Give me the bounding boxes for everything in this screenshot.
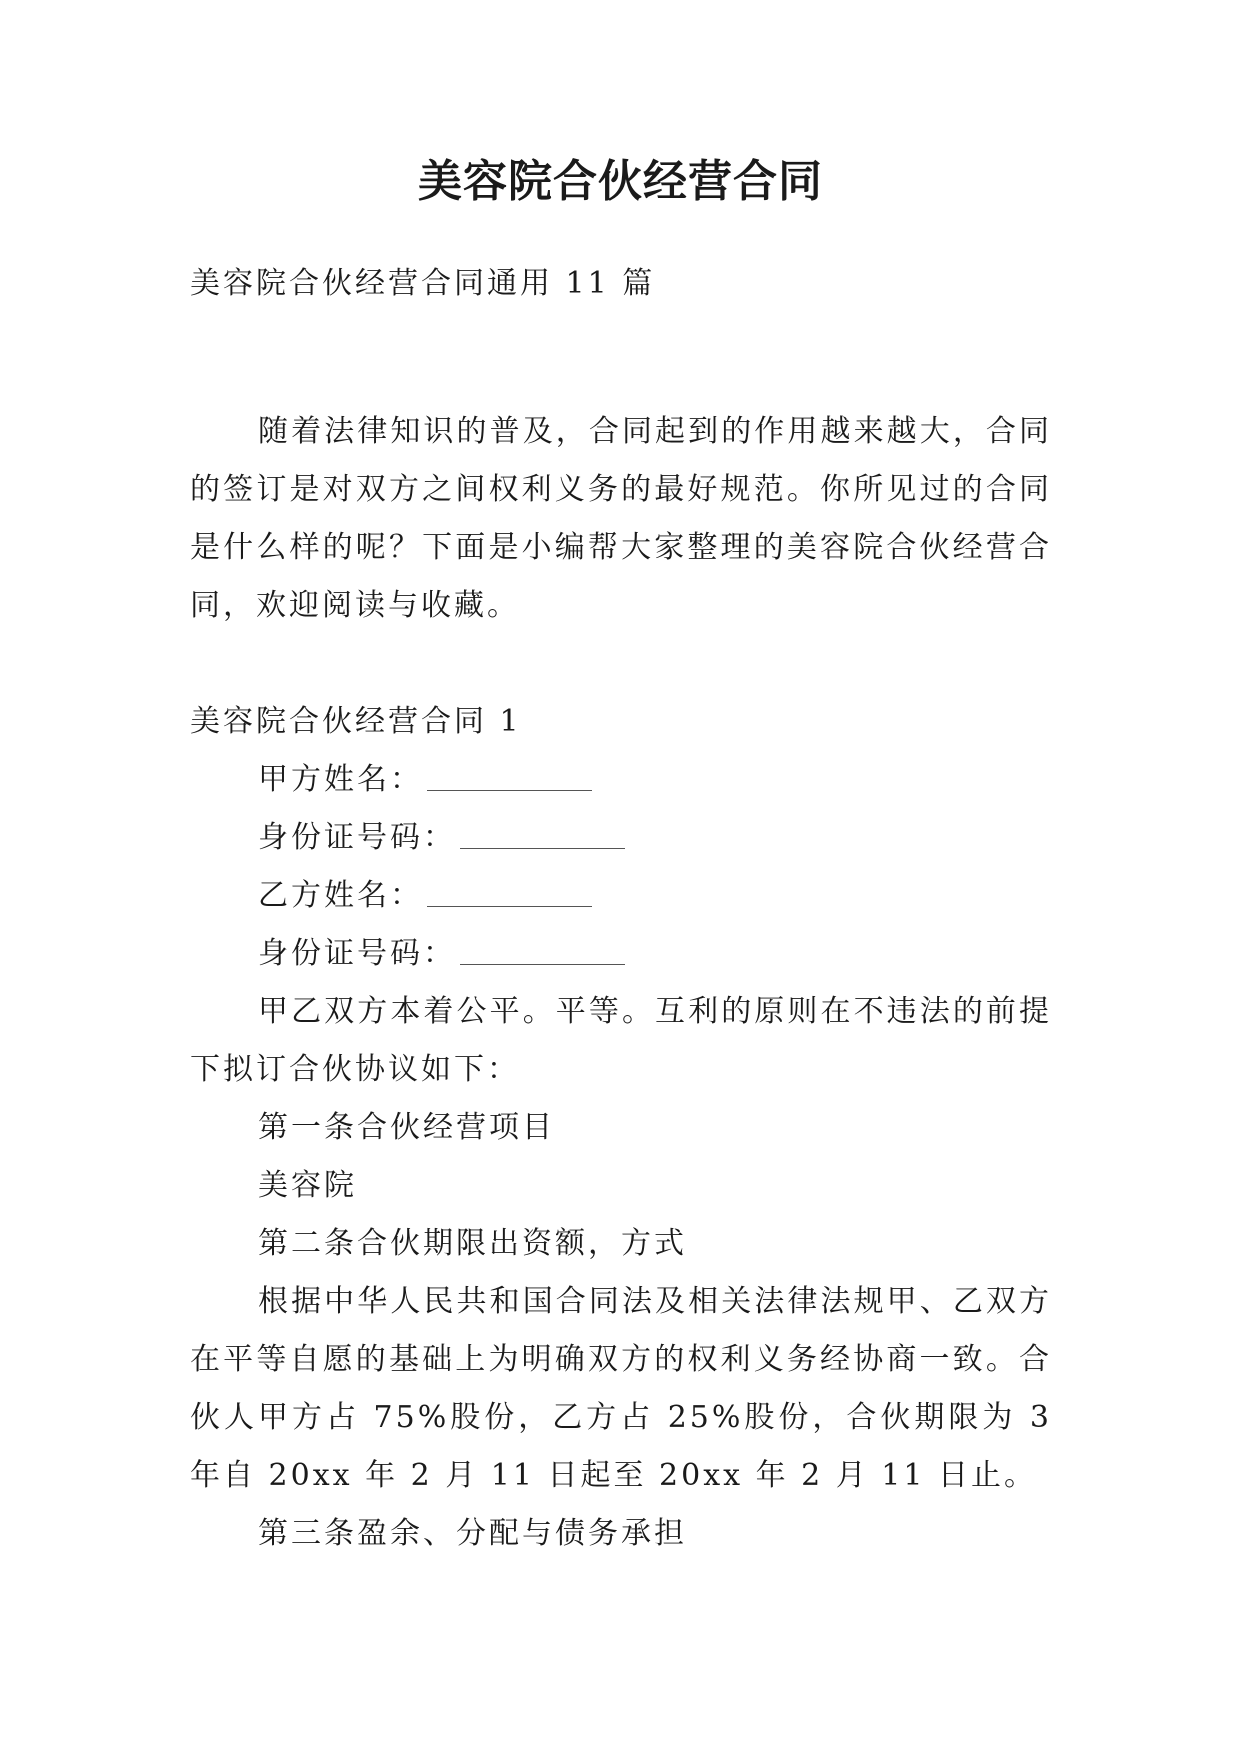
article1-body: 美容院 (258, 1168, 357, 1203)
party-b-name-field (258, 876, 592, 916)
party-a-name-blank (427, 764, 592, 791)
party-b-id-label: 身份证号码： (258, 936, 456, 971)
party-b-name-label: 乙方姓名： (258, 878, 423, 913)
article2-heading: 第二条合伙期限出资额，方式 (258, 1226, 687, 1261)
party-a-name-field (258, 760, 592, 800)
article2-paragraph: 根据中华人民共和国合同法及相关法律法规甲、乙双方在平等自愿的基础上为明确双方的权利义务经协商一致。合伙人甲方占 75%股份，乙方占 25%股份，合伙期限为 3 年自 20xx 年 2 月 11 日起至 20xx 年 2 月 11 日止。 (190, 1284, 1052, 1493)
section-heading: 美容院合伙经营合同 1 (190, 704, 522, 739)
document-subtitle: 美容院合伙经营合同通用 11 篇 (190, 266, 656, 301)
party-b-id-field (258, 934, 625, 974)
preamble-paragraph: 甲乙双方本着公平。平等。互利的原则在不违法的前提下拟订合伙协议如下： (190, 994, 1052, 1087)
party-a-id-field (258, 818, 625, 858)
document-title: 美容院合伙经营合同 (418, 156, 823, 207)
party-b-id-blank (460, 938, 625, 965)
article1-heading: 第一条合伙经营项目 (258, 1110, 555, 1145)
intro-paragraph: 随着法律知识的普及，合同起到的作用越来越大，合同的签订是对双方之间权利义务的最好规范。你所见过的合同是什么样的呢？下面是小编帮大家整理的美容院合伙经营合同，欢迎阅读与收藏。 (190, 414, 1052, 623)
party-b-name-blank (427, 880, 592, 907)
party-a-name-label: 甲方姓名： (258, 762, 423, 797)
party-a-id-blank (460, 822, 625, 849)
article3-heading: 第三条盈余、分配与债务承担 (258, 1516, 687, 1551)
party-a-id-label: 身份证号码： (258, 820, 456, 855)
